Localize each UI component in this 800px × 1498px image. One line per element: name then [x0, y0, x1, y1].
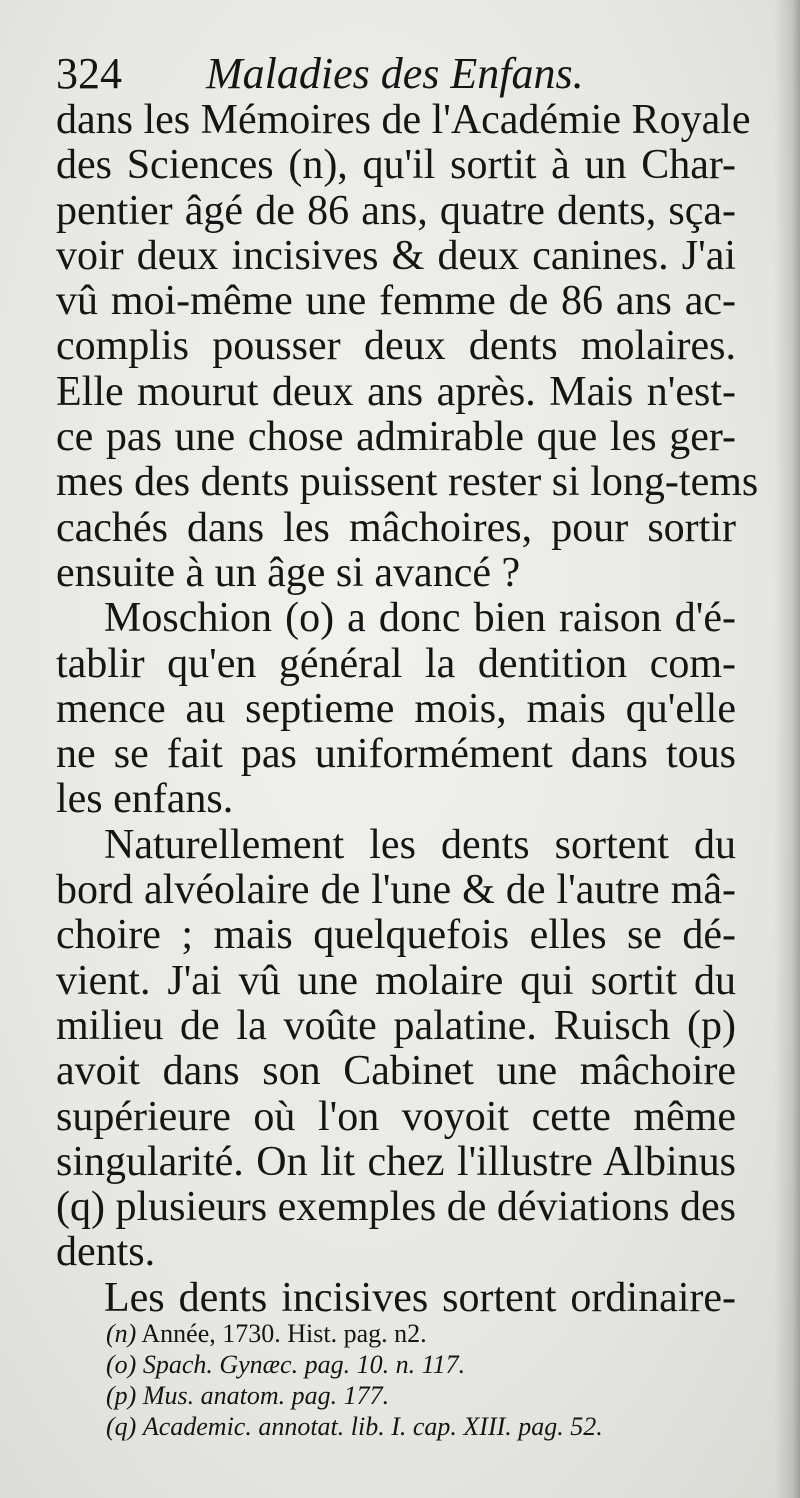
text-line: avoit dans son Cabinet une mâchoire	[56, 1048, 736, 1095]
footnote-text: Mus. anatom. pag. 177.	[142, 1381, 390, 1410]
footnote-text: Spach. Gynæc. pag. 10. n. 117.	[142, 1350, 466, 1379]
text-line: complis pousser deux dents molaires.	[56, 323, 736, 370]
footnote-text: Année, 1730. Hist. pag. n2.	[141, 1319, 427, 1348]
text-line: voir deux incisives & deux canines. J'ai	[56, 232, 736, 279]
footnote	[106, 1380, 746, 1411]
footnotes	[106, 1318, 746, 1442]
text-line: ce pas une chose admirable que les ger-	[56, 414, 736, 461]
footnote-text: Academic. annotat. lib. I. cap. XIII. pag. 52.	[142, 1412, 603, 1441]
page-edge-shadow	[774, 0, 800, 1498]
text-line: mence au septieme mois, mais qu'elle	[56, 685, 736, 732]
text-line: cachés dans les mâchoires, pour sortir	[56, 504, 736, 551]
text-line: mes des dents puissent rester si long-tems	[56, 459, 759, 506]
footnote	[106, 1411, 746, 1442]
text-line: Moschion (o) a donc bien raison d'é-	[104, 595, 736, 642]
text-line: Naturellement les dents sortent du	[104, 821, 736, 868]
text-line: Les dents incisives sortent ordinaire-	[104, 1274, 736, 1321]
footnote-mark: (q)	[106, 1412, 137, 1441]
footnote-mark: (n)	[106, 1319, 137, 1348]
text-line: les enfans.	[56, 776, 234, 823]
footnote	[106, 1349, 746, 1380]
text-line: vient. J'ai vû une molaire qui sortit du	[56, 957, 736, 1004]
body-text	[56, 97, 759, 1321]
text-line: tablir qu'en général la dentition com-	[56, 640, 736, 687]
text-line: ensuite à un âge si avancé ?	[56, 549, 521, 596]
text-line: vû moi-même une femme de 86 ans ac-	[56, 278, 736, 325]
text-line: dents.	[56, 1229, 156, 1276]
text-line: ne se fait pas uniformément dans tous	[56, 731, 736, 778]
footnote-mark: (o)	[106, 1350, 137, 1379]
text-line: des Sciences (n), qu'il sortit à un Char-	[56, 142, 736, 189]
text-line: choire ; mais quelquefois elles se dé-	[56, 912, 736, 959]
running-title: Maladies des Enfans.	[206, 49, 584, 98]
page-header	[56, 44, 756, 104]
text-line: (q) plusieurs exemples de déviations des	[56, 1184, 736, 1231]
text-line: Elle mourut deux ans après. Mais n'est-	[56, 368, 736, 415]
text-line: pentier âgé de 86 ans, quatre dents, sça-	[56, 187, 736, 234]
text-line: singularité. On lit chez l'illustre Albinus	[56, 1138, 736, 1185]
text-line: bord alvéolaire de l'une & de l'autre mâ-	[56, 867, 736, 914]
footnote-mark: (p)	[106, 1381, 137, 1410]
text-line: dans les Mémoires de l'Académie Royale	[56, 97, 751, 143]
footnote	[106, 1318, 746, 1349]
text-line: supérieure où l'on voyoit cette même	[56, 1093, 736, 1140]
text-line: milieu de la voûte palatine. Ruisch (p)	[56, 1002, 736, 1049]
page-number: 324	[56, 49, 122, 98]
